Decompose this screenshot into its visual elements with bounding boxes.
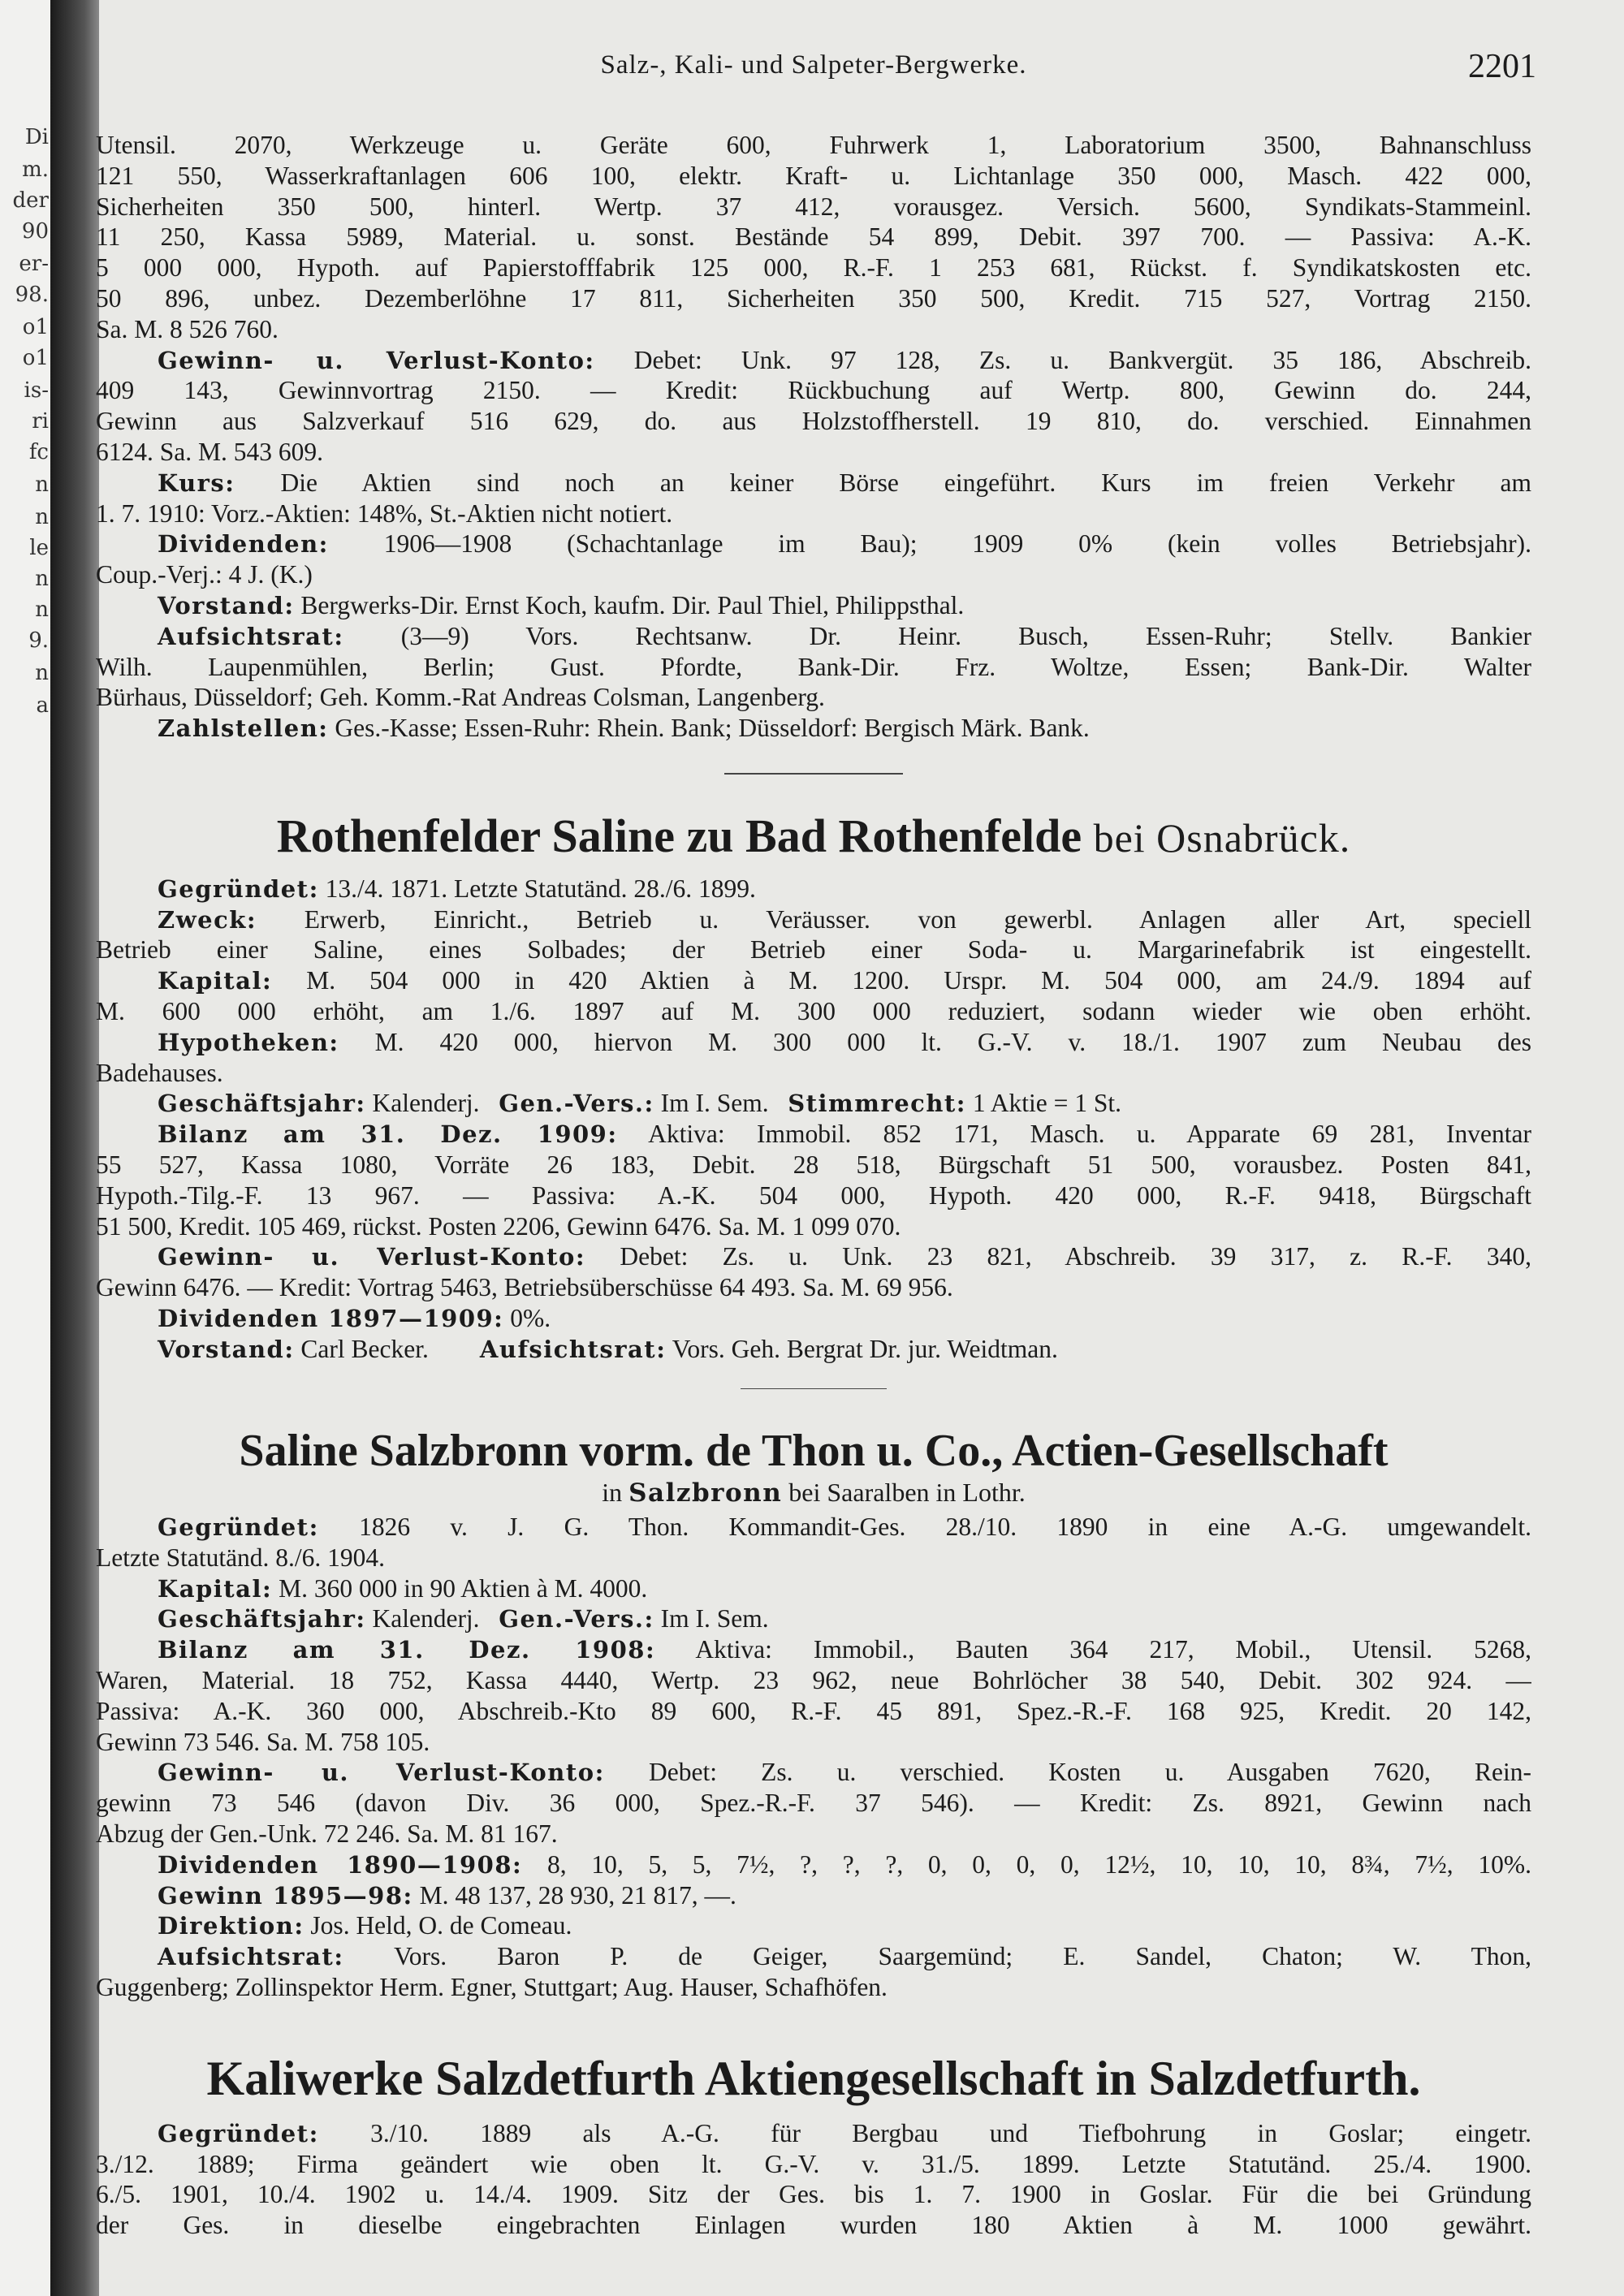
text-line: Gewinn 6476. — Kredit: Vortrag 5463, Betriebsüberschüsse 64 493. Sa. M. 69 956. xyxy=(96,1273,953,1302)
aufsichtsrat-line xyxy=(96,1941,1531,1972)
text-line: Passiva: A.-K. 360 000, Abschreib.-Kto 89 600, R.-F. 45 891, Spez.-R.-F. 168 925, Kredit. 20 142, xyxy=(96,1696,1531,1725)
text-line: 5 000 000, Hypoth. auf Papierstofffabrik 125 000, R.-F. 1 253 681, Rückst. f. Syndikatskosten etc. xyxy=(96,253,1531,283)
field-text: 0%. xyxy=(510,1303,551,1332)
page-body xyxy=(96,130,1531,2241)
document-page xyxy=(91,0,1577,2296)
field-label: Gen.-Vers.: xyxy=(499,1090,654,1118)
gv-konto-line xyxy=(96,1757,1531,1788)
direktion-line xyxy=(96,1910,1531,1941)
field-label: Stimmrecht: xyxy=(788,1090,967,1118)
subtitle-suffix: bei Saaralben in Lothr. xyxy=(788,1478,1026,1508)
text-line: 3./12. 1889; Firma geändert wie oben lt. G.-V. v. 31./5. 1899. Letzte Statutänd. 25./4. 1900. xyxy=(96,2149,1531,2178)
section-divider xyxy=(724,773,903,775)
gutter-fragment: n xyxy=(35,567,49,591)
text-line: Wilh. Laupenmühlen, Berlin; Gust. Pfordte, Bank-Dir. Frz. Woltze, Essen; Bank-Dir. Walter xyxy=(96,652,1531,681)
field-text: Bergwerks-Dir. Ernst Koch, kaufm. Dir. Paul Thiel, Philippsthal. xyxy=(300,590,965,619)
gutter-fragment: fc xyxy=(28,440,49,464)
vorstand-line xyxy=(96,590,1531,621)
field-label: Gewinn- u. Verlust-Konto: xyxy=(158,1243,586,1271)
field-label: Geschäftsjahr: xyxy=(158,1090,366,1118)
text-line: Coup.-Verj.: 4 J. (K.) xyxy=(96,560,313,589)
gutter-fragment: le xyxy=(29,536,49,560)
gutter-fragment: n xyxy=(35,598,49,622)
gv-konto-line xyxy=(96,1241,1531,1272)
field-label: Gewinn- u. Verlust-Konto: xyxy=(158,1759,605,1787)
field-text: Ges.-Kasse; Essen-Ruhr: Rhein. Bank; Düsseldorf: Bergisch Märk. Bank. xyxy=(335,714,1090,743)
field-text: Debet: Unk. 97 128, Zs. u. Bankvergüt. 35 186, Abschreib. xyxy=(633,345,1531,374)
field-text: Carl Becker. xyxy=(300,1334,429,1363)
text-line: Bürhaus, Düsseldorf; Geh. Komm.-Rat Andreas Colsman, Langenberg. xyxy=(96,683,825,712)
field-text: 1826 v. J. G. Thon. Kommandit-Ges. 28./10. 1890 in eine A.-G. umgewandelt. xyxy=(359,1513,1531,1542)
field-label: Kapital: xyxy=(158,1574,273,1603)
rothenfelder-entry xyxy=(96,810,1531,1365)
dividenden-line xyxy=(96,1303,1531,1334)
gewinn-line xyxy=(96,1880,1531,1911)
gutter-fragment: is- xyxy=(24,378,49,403)
gutter-fragment: o1 xyxy=(22,315,49,339)
field-label: Aufsichtsrat: xyxy=(479,1335,667,1363)
text-line: Badehauses. xyxy=(96,1058,223,1087)
page-header xyxy=(91,50,1536,94)
field-label: Aufsichtsrat: xyxy=(158,1943,344,1971)
section-gap xyxy=(96,2003,1531,2052)
text-line: Gewinn 73 546. Sa. M. 758 105. xyxy=(96,1727,430,1756)
hypotheken-line xyxy=(96,1027,1531,1058)
gutter-fragment: 90 xyxy=(21,219,49,244)
field-label: Kapital: xyxy=(158,967,273,995)
text-line: M. 600 000 erhöht, am 1./6. 1897 auf M. 300 000 reduziert, sodann wieder wie oben erhöht. xyxy=(96,996,1531,1025)
text-line: Waren, Material. 18 752, Kassa 4440, Wertp. 23 962, neue Bohrlöcher 38 540, Debit. 302 924. — xyxy=(96,1666,1531,1695)
bilanz-line xyxy=(96,1634,1531,1665)
field-text: Im I. Sem. xyxy=(660,1089,769,1118)
text-line: 11 250, Kassa 5989, Material. u. sonst. Bestände 54 899, Debit. 397 700. — Passiva: A.-K. xyxy=(96,222,1531,252)
text-line: 409 143, Gewinnvortrag 2150. — Kredit: Rückbuchung auf Wertp. 800, Gewinn do. 244, xyxy=(96,376,1531,405)
field-label: Zahlstellen: xyxy=(158,714,329,743)
text-line: Guggenberg; Zollinspektor Herm. Egner, Stuttgart; Aug. Hauser, Schafhöfen. xyxy=(96,1973,888,2002)
field-label: Gen.-Vers.: xyxy=(499,1605,654,1634)
running-title: Salz-, Kali- und Salpeter-Bergwerke. xyxy=(600,50,1027,80)
field-label: Vorstand: xyxy=(158,1335,295,1363)
field-label: Bilanz am 31. Dez. 1909: xyxy=(158,1120,618,1149)
gutter-fragment: n xyxy=(35,473,49,497)
gutter-fragment: 98. xyxy=(15,283,49,307)
dividenden-line xyxy=(96,1849,1531,1880)
kapital-line xyxy=(96,965,1531,996)
field-text: Kalenderj. xyxy=(372,1089,480,1118)
gutter-fragment: ri xyxy=(32,409,49,434)
field-label: Geschäftsjahr: xyxy=(158,1605,366,1634)
field-label: Vorstand: xyxy=(158,591,295,619)
field-label: Direktion: xyxy=(158,1912,304,1940)
kaliwerke-entry xyxy=(96,2052,1531,2241)
zahlstellen-line xyxy=(96,713,1531,744)
aufsichtsrat-line xyxy=(96,621,1531,652)
gutter-fragment: Di xyxy=(24,125,49,149)
field-text: 8, 10, 5, 5, 7½, ?, ?, ?, 0, 0, 0, 0, 12½, 10, 10, 10, 8¾, 7½, 10%. xyxy=(546,1849,1531,1879)
subtitle-prefix: in xyxy=(602,1478,623,1508)
text-line: Betrieb einer Saline, eines Solbades; der Betrieb einer Soda- u. Margarinefabrik ist eingestellt. xyxy=(96,935,1531,965)
field-text: 3./10. 1889 als A.-G. für Bergbau und Tiefbohrung in Goslar; eingetr. xyxy=(370,2118,1531,2147)
field-label: Dividenden 1890—1908: xyxy=(158,1850,523,1879)
gv-konto-line xyxy=(96,345,1531,376)
firm-title: Kaliwerke Salzdetfurth Aktiengesellschaft in Salzdetfurth. xyxy=(206,2051,1421,2105)
text-line: 51 500, Kredit. 105 469, rückst. Posten 2206, Gewinn 6476. Sa. M. 1 099 070. xyxy=(96,1211,901,1241)
text-line: 6124. Sa. M. 543 609. xyxy=(96,437,324,466)
field-text: Erwerb, Einricht., Betrieb u. Veräusser. von gewerbl. Anlagen aller Art, speciell xyxy=(304,904,1531,934)
text-line: 50 896, unbez. Dezemberlöhne 17 811, Sicherheiten 350 500, Kredit. 715 527, Vortrag 2150. xyxy=(96,283,1531,313)
firm-title: Saline Salzbronn vorm. de Thon u. Co., Actien-Gesellschaft xyxy=(239,1426,1389,1477)
field-text: Aktiva: Immobil. 852 171, Masch. u. Apparate 69 281, Inventar xyxy=(648,1120,1531,1149)
field-label: Gegründet: xyxy=(158,874,319,903)
geschaeftsjahr-line xyxy=(96,1088,1531,1119)
text-line: Gewinn aus Salzverkauf 516 629, do. aus Holzstoffherstell. 19 810, do. verschied. Einnahmen xyxy=(96,407,1531,436)
field-label: Gegründet: xyxy=(158,2119,319,2147)
firm-title-main: Rothenfelder Saline zu Bad Rothenfelde xyxy=(276,809,1082,862)
gutter-fragment: n xyxy=(35,661,49,685)
field-text: 13./4. 1871. Letzte Statutänd. 28./6. 1899. xyxy=(325,874,756,903)
gegruendet-line xyxy=(96,874,1531,904)
field-label: Aufsichtsrat: xyxy=(158,622,344,650)
page-number: 2201 xyxy=(1468,48,1536,85)
text-line: der Ges. in dieselbe eingebrachten Einlagen wurden 180 Aktien à M. 1000 gewährt. xyxy=(96,2211,1531,2240)
field-label: Gewinn- u. Verlust-Konto: xyxy=(158,346,595,374)
field-text: M. 360 000 in 90 Aktien à M. 4000. xyxy=(279,1573,648,1603)
gutter-fragment: der xyxy=(12,188,49,213)
page-gutter xyxy=(0,0,50,2296)
text-line: Letzte Statutänd. 8./6. 1904. xyxy=(96,1543,386,1572)
field-text: Debet: Zs. u. Unk. 23 821, Abschreib. 39 317, z. R.-F. 340, xyxy=(620,1242,1531,1271)
gegruendet-line xyxy=(96,1512,1531,1543)
vorstand-aufsichtsrat-line xyxy=(96,1334,1531,1365)
field-text: Debet: Zs. u. verschied. Kosten u. Ausgaben 7620, Rein- xyxy=(648,1758,1531,1787)
field-text: (3—9) Vors. Rechtsanw. Dr. Heinr. Busch, Essen-Ruhr; Stellv. Bankier xyxy=(400,621,1531,650)
field-label: Zweck: xyxy=(158,905,257,934)
field-text: Vors. Baron P. de Geiger, Saargemünd; E. Sandel, Chaton; W. Thon, xyxy=(394,1942,1531,1971)
text-line: Utensil. 2070, Werkzeuge u. Geräte 600, Fuhrwerk 1, Laboratorium 3500, Bahnanschluss xyxy=(96,131,1531,159)
field-text: 1906—1908 (Schachtanlage im Bau); 1909 0% (kein volles Betriebsjahr). xyxy=(383,529,1531,559)
text-line: Sicherheiten 350 500, hinterl. Wertp. 37 412, vorausgez. Versich. 5600, Syndikats-Stammeinl. xyxy=(96,192,1531,221)
field-text: Im I. Sem. xyxy=(660,1604,769,1634)
text-line: 55 527, Kassa 1080, Vorräte 26 183, Debit. 28 518, Bürgschaft 51 500, vorausbez. Posten 841, xyxy=(96,1150,1531,1179)
field-text: Die Aktien sind noch an keiner Börse eingeführt. Kurs im freien Verkehr am xyxy=(280,468,1531,497)
gutter-fragment: a xyxy=(36,693,49,718)
field-text: Vors. Geh. Bergrat Dr. jur. Weidtman. xyxy=(672,1334,1058,1363)
field-label: Gegründet: xyxy=(158,1513,319,1542)
field-text: M. 48 137, 28 930, 21 817, —. xyxy=(419,1880,736,1910)
field-text: Kalenderj. xyxy=(372,1604,480,1634)
dividenden-line xyxy=(96,529,1531,559)
field-label: Dividenden 1897—1909: xyxy=(158,1304,504,1332)
field-label: Gewinn 1895—98: xyxy=(158,1881,413,1910)
kapital-line xyxy=(96,1573,1531,1604)
field-label: Hypotheken: xyxy=(158,1028,339,1056)
gutter-fragment: m. xyxy=(22,158,49,182)
salzbronn-entry xyxy=(96,1426,1531,2002)
text-line: 6./5. 1901, 10./4. 1902 u. 14./4. 1909. Sitz der Ges. bis 1. 7. 1900 in Goslar. Für die bei Gründung xyxy=(96,2180,1531,2209)
kurs-line xyxy=(96,468,1531,498)
text-line: Hypoth.-Tilg.-F. 13 967. — Passiva: A.-K. 504 000, Hypoth. 420 000, R.-F. 9418, Bürgschaft xyxy=(96,1180,1531,1210)
field-text: Jos. Held, O. de Comeau. xyxy=(310,1911,572,1940)
field-text: 1 Aktie = 1 St. xyxy=(972,1089,1122,1118)
field-label: Bilanz am 31. Dez. 1908: xyxy=(158,1636,656,1664)
field-label: Dividenden: xyxy=(158,530,329,559)
gutter-fragment: 9. xyxy=(28,628,49,653)
text-line: 1. 7. 1910: Vorz.-Aktien: 148%, St.-Aktien nicht notiert. xyxy=(96,498,673,528)
field-text: Aktiva: Immobil., Bauten 364 217, Mobil., Utensil. 5268, xyxy=(695,1635,1531,1664)
gutter-fragment: n xyxy=(35,505,49,529)
field-label: Kurs: xyxy=(158,468,235,497)
field-text: M. 504 000 in 420 Aktien à M. 1200. Urspr. M. 504 000, am 24./9. 1894 auf xyxy=(306,966,1531,995)
field-text: M. 420 000, hiervon M. 300 000 lt. G.-V. v. 18./1. 1907 zum Neubau des xyxy=(374,1027,1531,1056)
text-line: Sa. M. 8 526 760. xyxy=(96,314,279,343)
firm-subtitle xyxy=(96,1477,1531,1508)
subtitle-place: Salzbronn xyxy=(628,1478,783,1508)
gutter-fragment: o1 xyxy=(22,346,49,370)
gegruendet-line xyxy=(96,2118,1531,2149)
section-divider xyxy=(741,1388,887,1389)
gutter-fragment: er- xyxy=(19,252,49,276)
bilanz-line xyxy=(96,1119,1531,1150)
firm-title xyxy=(96,810,1531,862)
zweck-line xyxy=(96,904,1531,935)
geschaeftsjahr-line xyxy=(96,1603,1531,1634)
text-line: gewinn 73 546 (davon Div. 36 000, Spez.-R.-F. 37 546). — Kredit: Zs. 8921, Gewinn nach xyxy=(96,1789,1531,1818)
firm-title-location: bei Osnabrück. xyxy=(1093,814,1351,861)
continuation-entry xyxy=(96,130,1531,744)
text-line: Abzug der Gen.-Unk. 72 246. Sa. M. 81 167. xyxy=(96,1819,558,1849)
text-line: 121 550, Wasserkraftanlagen 606 100, elektr. Kraft- u. Lichtanlage 350 000, Masch. 422 000, xyxy=(96,161,1531,190)
